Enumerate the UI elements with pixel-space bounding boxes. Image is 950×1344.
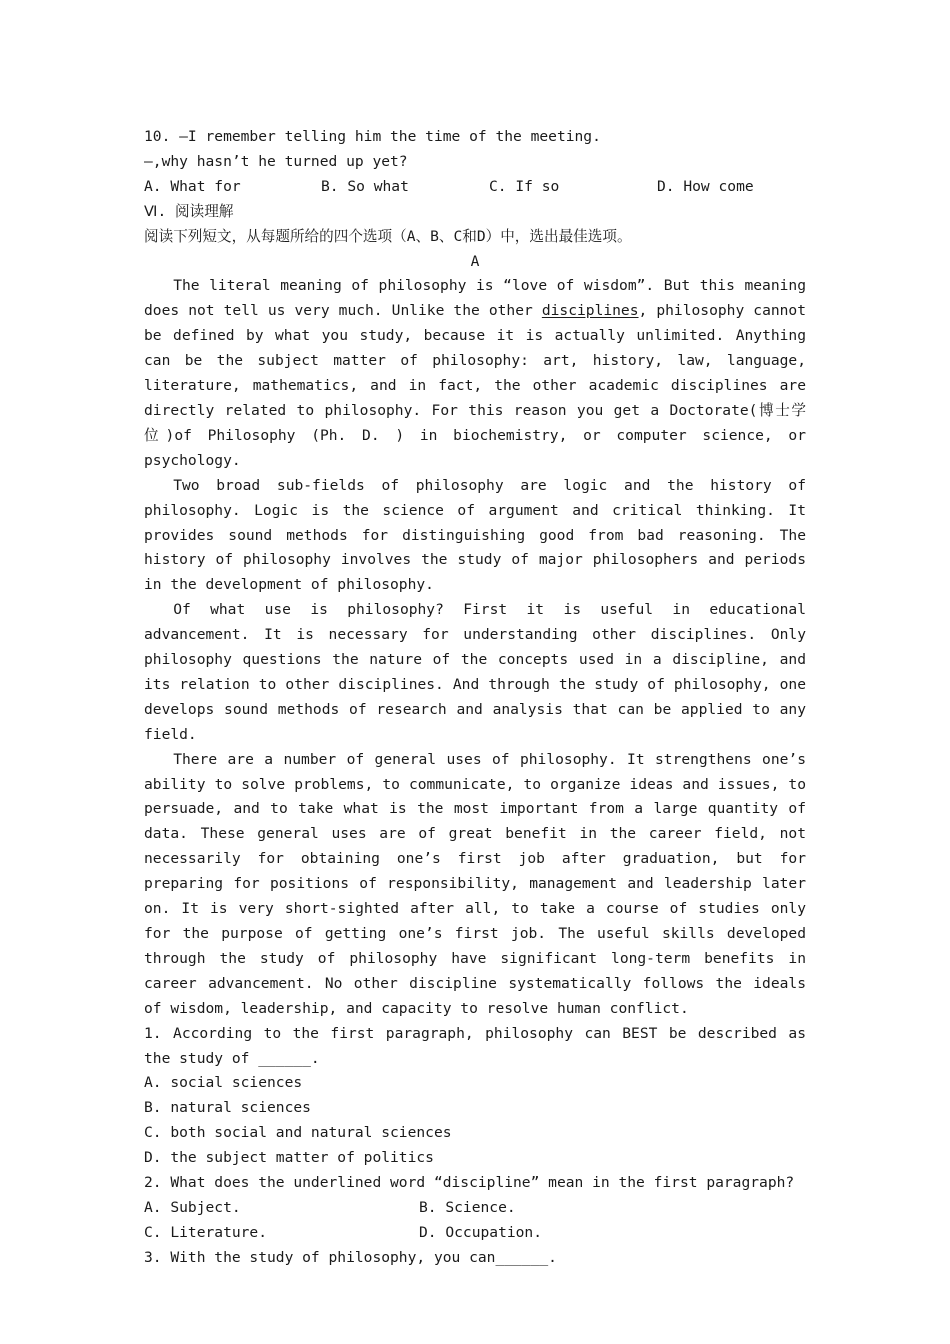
passage-paragraph-1 xyxy=(144,274,806,473)
passage-label: A xyxy=(470,252,480,270)
section-heading: Ⅵ. 阅读理解 xyxy=(144,202,234,220)
question-3-stem: 3. With the study of philosophy, you can______. xyxy=(144,1248,557,1266)
question-2-options-row-1 xyxy=(144,1196,806,1221)
underlined-word: disciplines xyxy=(541,302,639,320)
question-10-reply: —,why hasn’t he turned up yet? xyxy=(144,152,408,170)
passage-paragraph-4: There are a number of general uses of philosophy. It strengthens one’s ability to solve problems, to communicate, to organize ideas and issues, to persuade, and to take what is the most important from a large quantity of data. These general uses are of great benefit in the career field, not necessarily for obtaining one’s first job after graduation, but for preparing for positions of responsibility, management and leadership later on. It is very short-sighted after all, to take a course of studies only for the purpose of getting one’s first job. The useful skills developed through the study of philosophy have significant long-term benefits in career advancement. No other discipline systematically follows the ideals of wisdom, leadership, and capacity to resolve human conflict. xyxy=(144,750,806,1017)
document-page xyxy=(144,125,806,1271)
section-instruction: 阅读下列短文，从每题所给的四个选项（A、B、C和D）中，选出最佳选项。 xyxy=(144,227,632,245)
question-1-option-a: A. social sciences xyxy=(144,1074,303,1092)
question-1-option-d: D. the subject matter of politics xyxy=(144,1149,434,1167)
question-1-option-b: B. natural sciences xyxy=(144,1099,311,1117)
question-1-option-c: C. both social and natural sciences xyxy=(144,1124,452,1142)
question-2-stem: 2. What does the underlined word “discipline” mean in the first paragraph? xyxy=(144,1174,795,1192)
question-2-option-c: C. Literature. xyxy=(144,1223,268,1241)
paragraph-1-text-after: , philosophy cannot be defined by what you study, because it is actually unlimited. Anything can be the subject matter of philosophy: art, history, law, language, literature, mathematics, and in fact, the other academic disciplines are directly related to philosophy. For this reason you get a Doctorate(博士学位)of Philosophy (Ph. D. ) in biochemistry, or computer science, or psychology. xyxy=(144,302,807,469)
question-2-options-row-2 xyxy=(144,1221,806,1246)
question-10-options xyxy=(144,175,806,200)
question-10-stem: 10. —I remember telling him the time of the meeting. xyxy=(144,128,601,145)
option-a: A. What for xyxy=(144,177,241,195)
passage-paragraph-2: Two broad sub-fields of philosophy are logic and the history of philosophy. Logic is the science of argument and critical thinking. It provides sound methods for distinguishing good from bad reasoning. The history of philosophy involves the study of major philosophers and periods in the development of philosophy. xyxy=(144,476,806,594)
option-c: C. If so xyxy=(489,177,560,195)
question-2-option-d: D. Occupation. xyxy=(419,1223,543,1241)
question-2-option-b: B. Science. xyxy=(419,1198,516,1216)
question-1-stem: 1. According to the first paragraph, philosophy can BEST be described as the study of ______. xyxy=(144,1024,806,1067)
option-d: D. How come xyxy=(657,177,754,195)
question-2-option-a: A. Subject. xyxy=(144,1198,241,1216)
option-b: B. So what xyxy=(321,177,409,195)
passage-paragraph-3: Of what use is philosophy? First it is useful in educational advancement. It is necessary for understanding other disciplines. Only philosophy questions the nature of the concepts used in a discipline, and its relation to other disciplines. And through the study of philosophy, one develops sound methods of research and analysis that can be applied to any field. xyxy=(144,601,806,743)
paragraph-1-text-before: The literal meaning of philosophy is “love of wisdom”. But this meaning does not tell us very much. Unlike the other xyxy=(144,277,806,320)
